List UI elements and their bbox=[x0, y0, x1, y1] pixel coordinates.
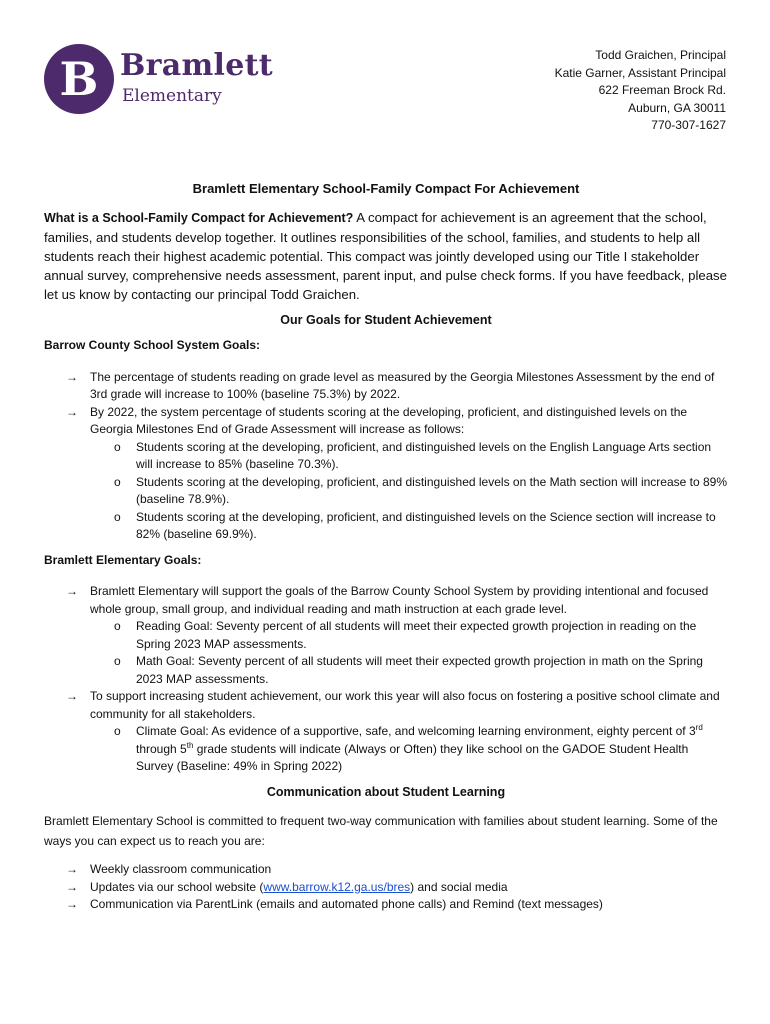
district-goals-list bbox=[44, 369, 728, 544]
intro-paragraph bbox=[44, 208, 728, 304]
arrow-bullet-icon: → bbox=[66, 862, 78, 876]
city-state-zip: Auburn, GA 30011 bbox=[628, 100, 726, 115]
list-item bbox=[44, 861, 728, 879]
school-goals-heading: Bramlett Elementary Goals: bbox=[44, 552, 202, 567]
climate-text-c: grade students will indicate (Always or Often) they like school on the GADOE Student Health Survey (Baseline: 49% in Spring 2022) bbox=[136, 741, 689, 773]
circle-bullet-icon: o bbox=[114, 509, 121, 524]
school-sub-list bbox=[90, 618, 728, 688]
list-item-text: Communication via ParentLink (emails and automated phone calls) and Remind (text messages) bbox=[90, 897, 603, 911]
list-item bbox=[90, 618, 728, 653]
arrow-bullet-icon: → bbox=[66, 879, 78, 894]
circle-bullet-icon: o bbox=[114, 724, 121, 738]
list-item-text: Students scoring at the developing, proficient, and distinguished levels on the Science section will increase to 82% (baseline 69.9%). bbox=[136, 509, 716, 541]
goals-heading: Our Goals for Student Achievement bbox=[280, 312, 492, 327]
climate-sub-list bbox=[90, 723, 728, 776]
circle-bullet-icon: o bbox=[114, 654, 121, 668]
list-item-text: By 2022, the system percentage of students scoring at the developing, proficient, and distinguished levels on the Georgia Milestones End of Grade Assessment will increase as follows: bbox=[90, 404, 688, 436]
list-item bbox=[44, 688, 728, 776]
circle-bullet-icon: o bbox=[114, 439, 121, 454]
list-item-text: Bramlett Elementary will support the goals of the Barrow County School System by providing intentional and focused whole group, small group, and individual reading and math instruction at each grade level. bbox=[90, 584, 709, 616]
list-item bbox=[44, 879, 728, 897]
list-item bbox=[44, 896, 728, 914]
school-logo bbox=[44, 44, 273, 124]
arrow-bullet-icon: → bbox=[66, 689, 78, 703]
intro-question: What is a School-Family Compact for Achievement? bbox=[44, 210, 354, 225]
list-item bbox=[44, 404, 728, 544]
principal-name: Todd Graichen, Principal bbox=[595, 48, 726, 62]
district-sub-list bbox=[90, 439, 728, 544]
website-text-post: ) and social media bbox=[410, 879, 508, 894]
arrow-bullet-icon: → bbox=[66, 404, 78, 419]
communication-list bbox=[44, 861, 728, 914]
contact-block bbox=[555, 47, 726, 135]
list-item-text: Math Goal: Seventy percent of all students will meet their expected growth projection in math on the Spring 2023 MAP assessments. bbox=[136, 654, 703, 686]
list-item bbox=[90, 439, 728, 474]
district-goals-heading: Barrow County School System Goals: bbox=[44, 338, 261, 352]
intro-text: A compact for achievement is an agreement that the school, families, and students develop together. It outlines responsibilities of the school, families, and students to help all students reach their highest academic potential. This compact was jointly developed using our Title I stakeholder annual survey, comprehensive needs assessment, parent input, and pulse check forms. If you have feedback, please let us know by contacting our principal Todd Graichen. bbox=[44, 209, 727, 302]
arrow-bullet-icon: → bbox=[66, 369, 78, 384]
circle-bullet-icon: o bbox=[114, 474, 121, 489]
list-item-text: Students scoring at the developing, proficient, and distinguished levels on the Math section will increase to 89% (baseline 78.9%). bbox=[136, 474, 728, 506]
page-title: Bramlett Elementary School-Family Compact For Achievement bbox=[192, 181, 580, 196]
list-item bbox=[44, 369, 728, 404]
list-item-text: The percentage of students reading on grade level as measured by the Georgia Milestones Assessment by the end of 3rd grade will increase to 100% (baseline 75.3%) by 2022. bbox=[90, 369, 715, 401]
arrow-bullet-icon: → bbox=[66, 584, 78, 598]
list-item bbox=[90, 653, 728, 688]
ordinal-suffix: rd bbox=[695, 723, 703, 732]
list-item-text: Reading Goal: Seventy percent of all students will meet their expected growth projection in reading on the Spring 2023 MAP assessments. bbox=[136, 619, 697, 651]
street-address: 622 Freeman Brock Rd. bbox=[598, 83, 726, 97]
list-item bbox=[90, 509, 728, 544]
ordinal-suffix: th bbox=[186, 740, 194, 750]
list-item-text bbox=[90, 880, 508, 894]
list-item bbox=[90, 723, 728, 776]
list-item-text: To support increasing student achievement, our work this year will also focus on fostering a positive school climate and community for all stakeholders. bbox=[90, 689, 720, 721]
list-item-text: Students scoring at the developing, proficient, and distinguished levels on the English Language Arts section will increase to 85% (baseline 70.3%). bbox=[136, 439, 712, 471]
arrow-bullet-icon: → bbox=[66, 897, 78, 911]
phone-number: 770-307-1627 bbox=[651, 118, 726, 132]
school-goals-list bbox=[44, 583, 728, 776]
logo-name: Bramlett bbox=[120, 48, 273, 83]
communication-paragraph: Bramlett Elementary School is committed to frequent two-way communication with families about student learning. Some of the ways you can expect us to reach you are: bbox=[44, 814, 718, 848]
school-website-link[interactable]: www.barrow.k12.ga.us/bres bbox=[263, 879, 411, 894]
logo-letter: B bbox=[59, 52, 99, 106]
climate-text-a: Climate Goal: As evidence of a supportive, safe, and welcoming learning environment, eighty percent of 3 bbox=[136, 724, 696, 738]
list-item-text: Weekly classroom communication bbox=[90, 862, 272, 876]
communication-heading: Communication about Student Learning bbox=[266, 784, 506, 799]
climate-goal-text bbox=[136, 724, 703, 773]
assistant-principal-name: Katie Garner, Assistant Principal bbox=[554, 65, 726, 80]
list-item bbox=[90, 474, 728, 509]
logo-subtitle: Elementary bbox=[122, 86, 222, 106]
website-text-pre: Updates via our school website ( bbox=[90, 879, 264, 894]
document-body bbox=[44, 180, 728, 922]
climate-text-b: through 5 bbox=[136, 741, 187, 756]
list-item bbox=[44, 583, 728, 688]
circle-bullet-icon: o bbox=[114, 619, 121, 633]
